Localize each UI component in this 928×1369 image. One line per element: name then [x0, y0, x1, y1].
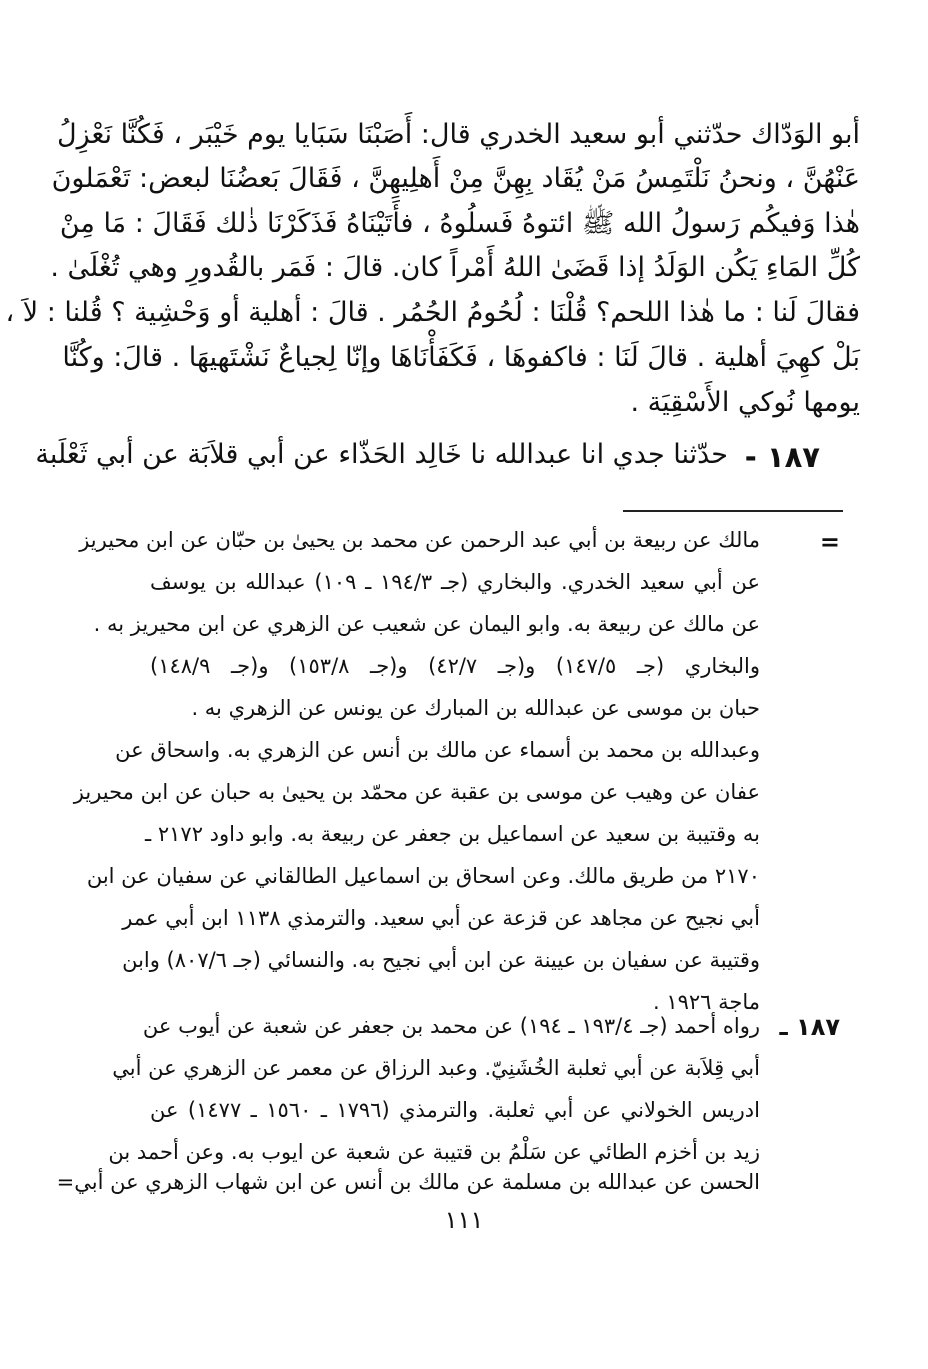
main-text-line: يومها نُوكي الأَسْقِيَة .	[630, 387, 860, 418]
footnote-line: ماجة ١٩٢٦ .	[652, 990, 760, 1014]
main-text-line: عَنْهُنَّ ، ونحنُ نَلْتَمِسُ مَنْ يُقَاد بِهِنَّ مِنْ أَهلِيهِنَّ ، فَقَالَ بَعضُنَا لبعض: تَعْمَلونَ	[51, 163, 860, 194]
main-text-line: أبو الوَدّاك حدّثني أبو سعيد الخدري قال: أَصَبْنَا سَبَايا يوم خَيْبَر ، فَكُنَّا نَعْزِلُ	[56, 119, 860, 150]
footnote-divider	[623, 510, 843, 512]
footnote-number: ١٨٧ ـ	[779, 1013, 840, 1041]
main-text-line: هٰذا وَفيكُم رَسولُ الله ﷺ ائتوهُ فَسلُوهُ ، فأَتَيْنَاهُ فَذَكَرْنَا ذٰلك فَقَالَ : مَا مِنْ	[59, 208, 860, 239]
footnote-line: وقتيبة عن سفيان بن عيينة عن ابن أبي نجيح به. والنسائي (جـ ٨٠٧/٦) وابن	[122, 948, 760, 972]
hadith-text: حدّثنا جدي انا عبدالله نا خَالِد الحَذّاء عن أبي قلاَبَة عن أبي ثَعْلَبة	[35, 439, 728, 470]
main-text-line: بَلْ كهِيَ أهلية . قالَ لَنَا : فاكفوهَا ، فَكَفَأْنَاهَا وإنّا لِجياعٌ نَشْتَهيهَا . قالَ: وكُنَّا	[62, 342, 860, 373]
main-text-line: فقالَ لَنا : ما هٰذا اللحم؟ قُلْنَا : لُحُومُ الحُمُر . قالَ : أهلية أو وَحْشِية ؟ قُلنا : لاَ ،	[5, 297, 860, 328]
footnote-line: زيد بن أخزم الطائي عن سَلْمُ بن قتيبة عن شعبة عن ايوب به. وعن أحمد بن	[108, 1140, 760, 1164]
footnote-continuation-marker: =	[819, 528, 840, 556]
footnote-line: عن مالك عن ربيعة به. وابو اليمان عن شعيب عن الزهري عن ابن محيريز به .	[93, 612, 760, 636]
footnote-line: الحسن عن عبدالله بن مسلمة عن مالك بن أنس عن ابن شهاب الزهري عن أبي=	[56, 1170, 760, 1194]
footnote-line: والبخاري (جـ ١٤٧/٥) و(جـ ٤٢/٧) و(جـ ١٥٣/٨) و(جـ ١٤٨/٩)	[150, 654, 761, 678]
footnote-line: أبي قِلاَبة عن أبي ثعلبة الخُشَنِيّ. وعبد الرزاق عن معمر عن الزهري عن أبي	[112, 1056, 760, 1080]
footnote-line: أبي نجيح عن مجاهد عن قزعة عن أبي سعيد. والترمذي ١١٣٨ ابن أبي عمر	[122, 906, 760, 930]
footnote-line: عفان عن وهيب عن موسى بن عقبة عن محمّد بن يحيىٰ به حبان عن ابن محيريز	[73, 780, 760, 804]
footnote-line: ٢١٧٠ من طريق مالك. وعن اسحاق بن اسماعيل الطالقاني عن سفيان عن ابن	[86, 864, 760, 888]
main-text-line: كُلِّ المَاءِ يَكُن الوَلَدُ إذا قَضَىٰ اللهُ أَمْراً كان. قالَ : فَمَر بالقُدورِ وهي تُغْلَىٰ .	[50, 252, 860, 283]
footnote-line: عن أبي سعيد الخدري. والبخاري (جـ ١٩٤/٣ ـ ١٠٩) عبدالله بن يوسف	[150, 570, 760, 594]
hadith-number: ١٨٧ -	[744, 440, 820, 474]
footnote-line: به وقتيبة بن سعيد عن اسماعيل بن جعفر عن ربيعة به. وابو داود ٢١٧٢ ـ	[145, 822, 760, 846]
footnote-line: ادريس الخولاني عن أبي ثعلبة. والترمذي (١٧٩٦ ـ ١٥٦٠ ـ ١٤٧٧) عن	[150, 1098, 760, 1122]
footnote-line: حبان بن موسى عن عبدالله بن المبارك عن يونس عن الزهري به .	[191, 696, 760, 720]
footnote-line: رواه أحمد (جـ ١٩٣/٤ ـ ١٩٤) عن محمد بن جعفر عن شعبة عن أيوب عن	[142, 1014, 760, 1038]
page-number: ١١١	[444, 1206, 484, 1234]
footnote-line: مالك عن ربيعة بن أبي عبد الرحمن عن محمد بن يحيىٰ بن حبّان عن ابن محيريز	[79, 528, 760, 552]
footnote-line: وعبدالله بن محمد بن أسماء عن مالك بن أنس عن الزهري به. واسحاق عن	[115, 738, 760, 762]
